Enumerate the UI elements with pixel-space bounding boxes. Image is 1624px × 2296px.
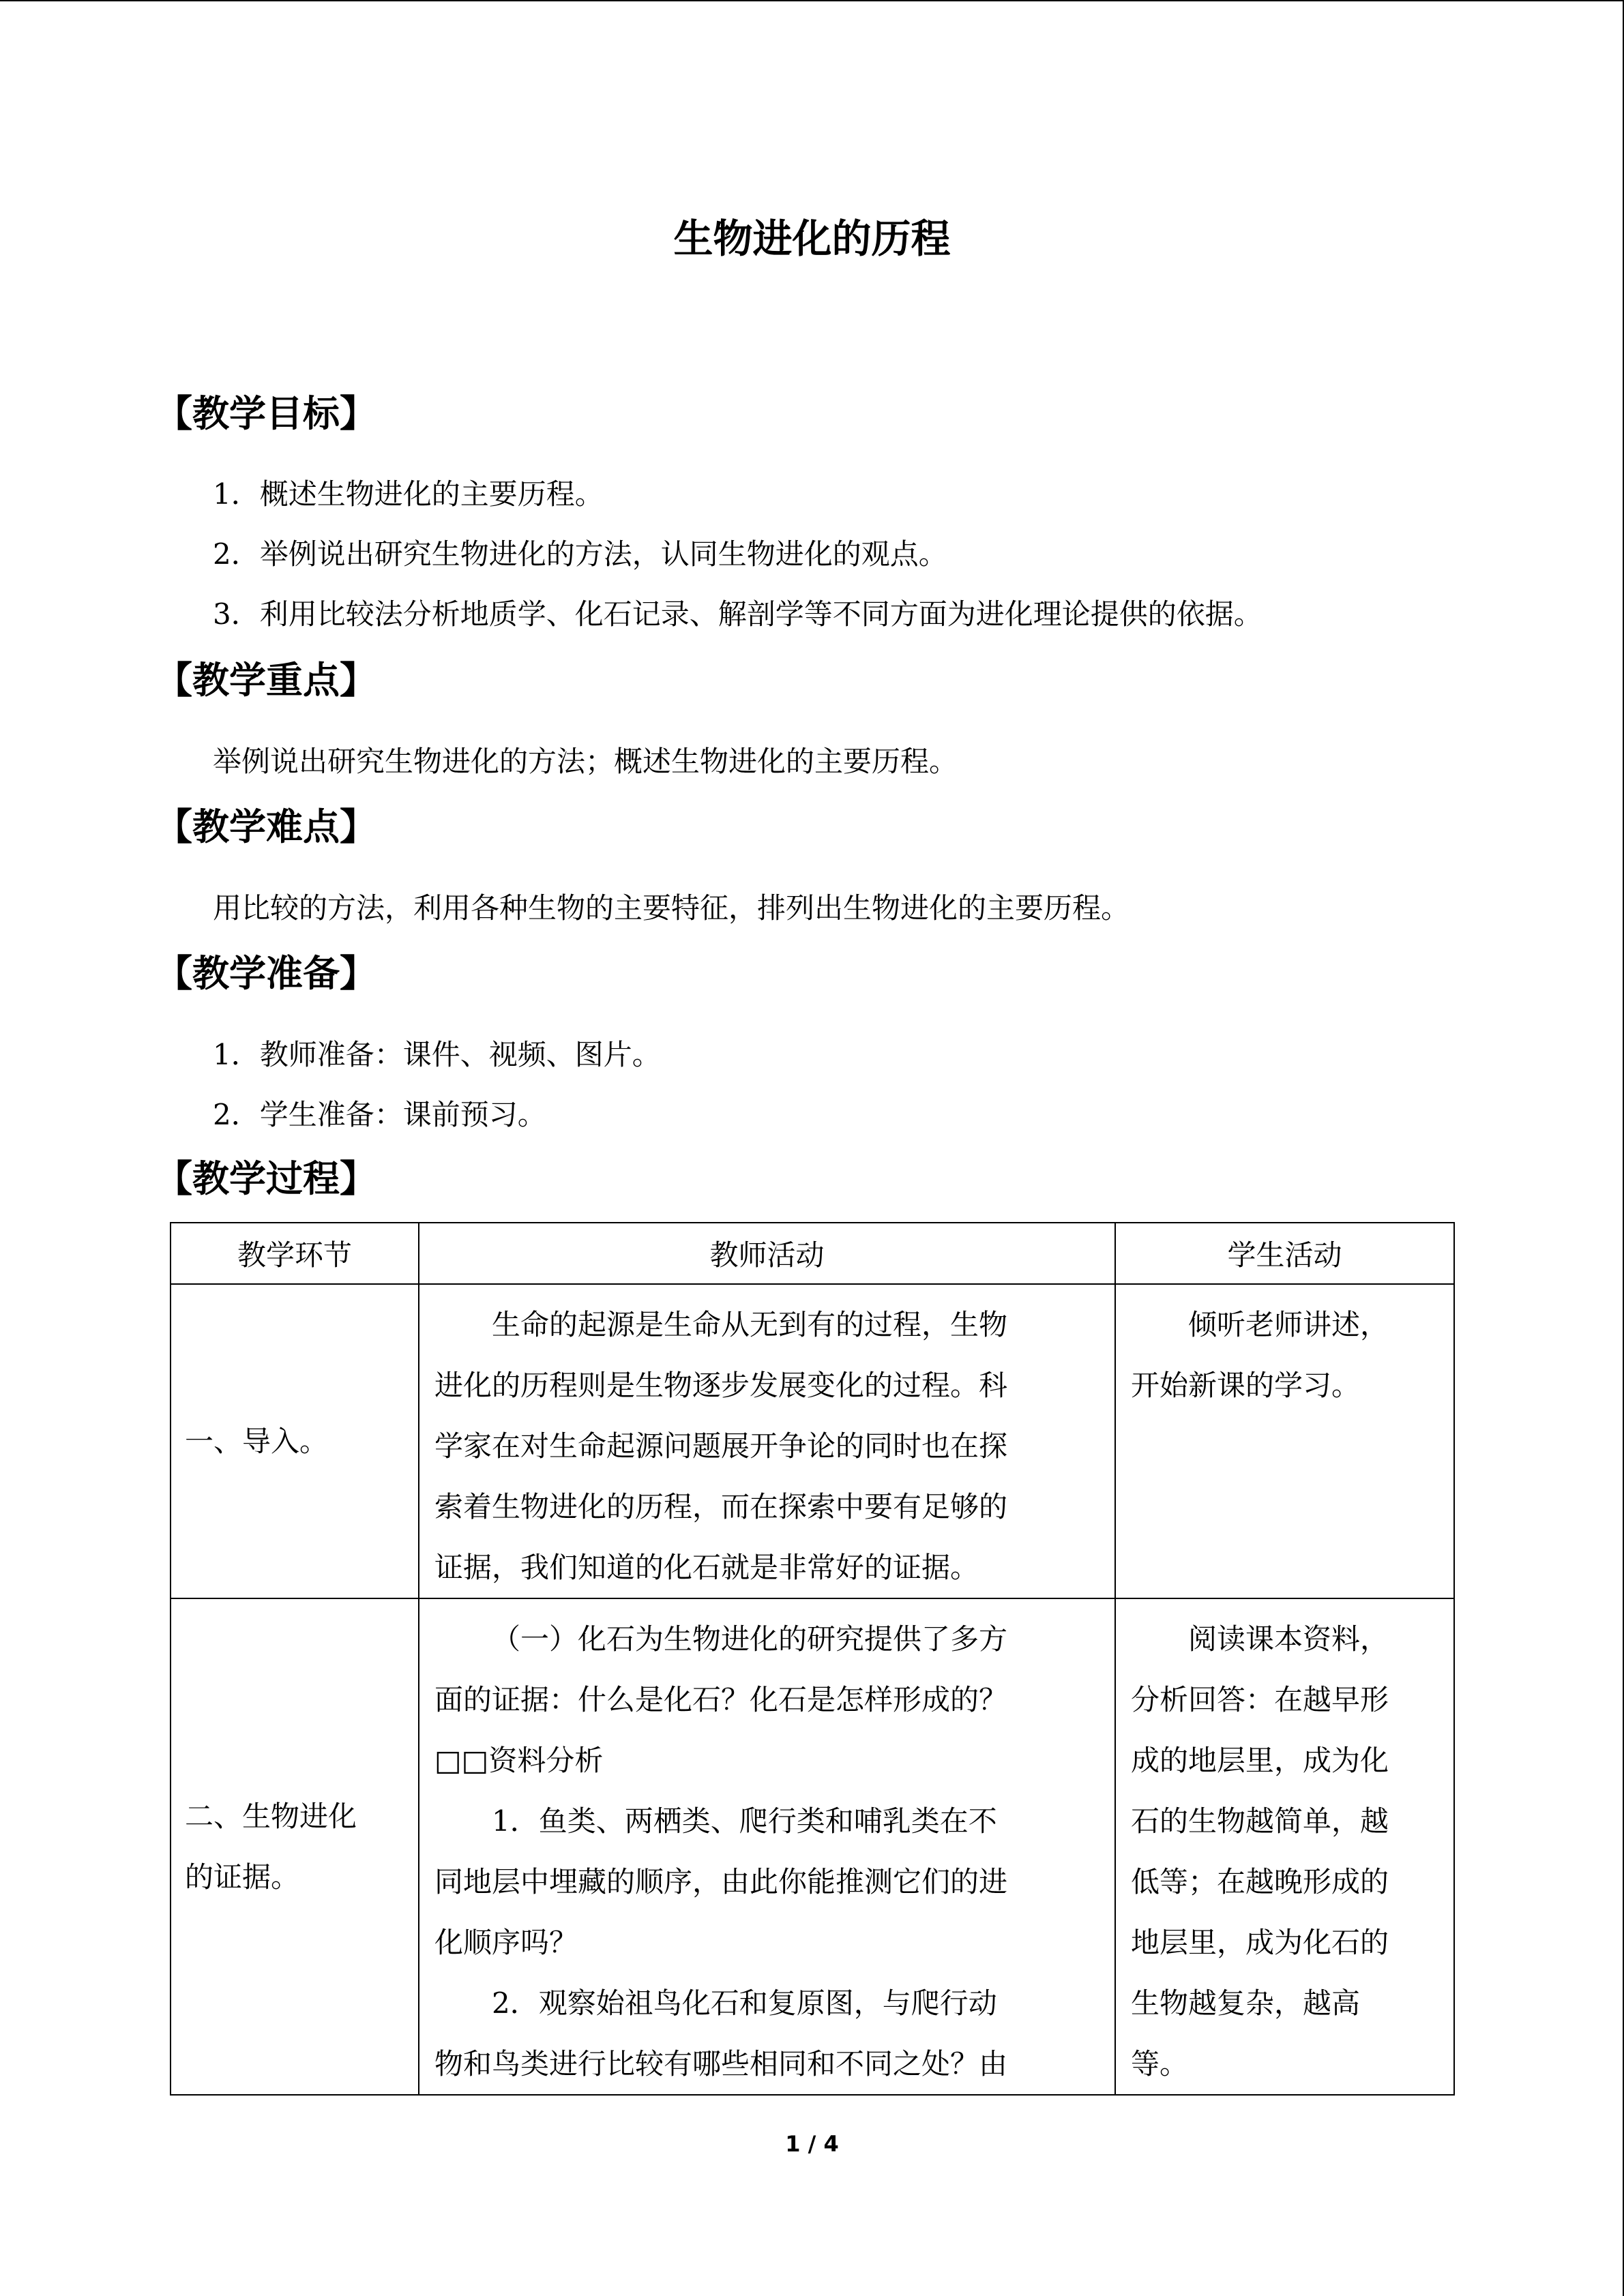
student-line: 生物越复杂，越高 [1131,1986,1361,2020]
teacher-line: 2．观察始祖鸟化石和复原图，与爬行动 [492,1986,997,2020]
teacher-line: 面的证据：什么是化石？化石是怎样形成的？ [434,1683,1008,1716]
student-line: 开始新课的学习。 [1131,1369,1361,1402]
table-row [171,1598,1454,2095]
key-points-text: 举例说出研究生物进化的方法；概述生物进化的主要历程。 [213,745,958,778]
teacher-line: 进化的历程则是生物逐步发展变化的过程。科 [434,1369,1008,1402]
student-activity-cell [1115,1284,1454,1598]
student-line: 地层里，成为化石的 [1131,1926,1389,1959]
objective-item: 2．举例说出研究生物进化的方法，认同生物进化的观点。 [213,537,947,571]
table-header-row [171,1223,1454,1284]
preparation-item: 1．教师准备：课件、视频、图片。 [213,1038,661,1071]
preparation-heading: 【教学准备】 [156,952,377,995]
teacher-line: 生命的起源是生命从无到有的过程，生物 [492,1308,1008,1341]
student-line: 等。 [1131,2047,1189,2081]
teacher-line: 化顺序吗？ [434,1926,578,1959]
teacher-line: □□资料分析 [434,1744,604,1777]
stage-line: 二、生物进化 [185,1800,357,1833]
preparation-item: 2．学生准备：课前预习。 [213,1098,546,1131]
header-teacher-activity: 教师活动 [419,1223,1115,1284]
student-line: 分析回答：在越早形 [1131,1683,1389,1716]
teacher-line: 同地层中埋藏的顺序，由此你能推测它们的进 [434,1865,1008,1898]
table-row [171,1284,1454,1598]
header-stage: 教学环节 [171,1223,419,1284]
key-points-heading: 【教学重点】 [156,659,377,702]
student-line: 低等；在越晚形成的 [1131,1865,1389,1898]
teacher-activity-cell [419,1598,1115,2095]
teacher-line: 物和鸟类进行比较有哪些相同和不同之处？由 [434,2047,1008,2081]
stage-line: 的证据。 [185,1860,300,1894]
teacher-line: 1．鱼类、两栖类、爬行类和哺乳类在不 [492,1804,997,1838]
objective-item: 3．利用比较法分析地质学、化石记录、解剖学等不同方面为进化理论提供的依据。 [213,597,1263,631]
objectives-heading: 【教学目标】 [156,392,377,435]
student-line: 石的生物越简单，越 [1131,1804,1389,1838]
student-line: 成的地层里，成为化 [1131,1744,1389,1777]
page-number: 1 / 4 [785,2131,839,2157]
process-table [170,1222,1455,2096]
stage-cell [171,1598,419,2095]
teacher-line: 证据，我们知道的化石就是非常好的证据。 [434,1551,979,1584]
stage-cell: 一、导入。 [171,1284,419,1598]
difficulties-text: 用比较的方法，利用各种生物的主要特征，排列出生物进化的主要历程。 [213,891,1130,925]
teacher-line: 学家在对生命起源问题展开争论的同时也在探 [434,1429,1008,1463]
difficulties-heading: 【教学难点】 [156,805,377,848]
student-line: 倾听老师讲述， [1188,1308,1389,1341]
header-student-activity: 学生活动 [1115,1223,1454,1284]
objective-item: 1．概述生物进化的主要历程。 [213,477,604,511]
teacher-activity-cell [419,1284,1115,1598]
page-title: 生物进化的历程 [673,215,951,262]
student-activity-cell [1115,1598,1454,2095]
student-line: 阅读课本资料， [1188,1622,1389,1656]
teacher-line: 索着生物进化的历程，而在探索中要有足够的 [434,1490,1008,1523]
process-heading: 【教学过程】 [156,1157,377,1200]
teacher-line: （一）化石为生物进化的研究提供了多方 [492,1622,1008,1656]
